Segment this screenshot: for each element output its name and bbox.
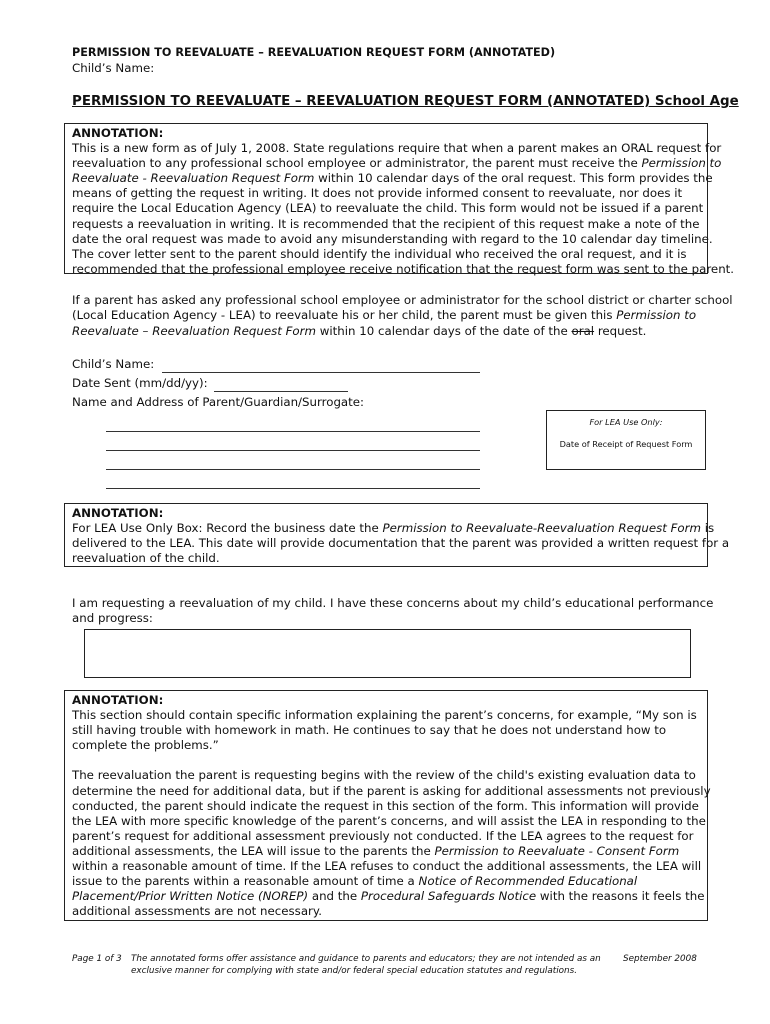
text-line: complete the problems.” [72,738,219,753]
text-line: The reevaluation the parent is requesting begins with the review of the child's existing evaluation data to [72,768,696,783]
date-sent-label: Date Sent (mm/dd/yy): [72,376,208,390]
header-childs-name-label: Child’s Name: [72,61,155,75]
text-line: requests a reevaluation in writing. It is recommended that the recipient of this request make a note of the [72,216,700,231]
text-line: (Local Education Agency - LEA) to reevaluate his or her child, the parent must be given this Permission to [72,308,697,323]
request-paragraph [72,596,712,627]
text-line: still having trouble with homework in math. He continues to say that he does not understand how to [72,723,667,738]
footer-date: September 2008 [623,954,697,964]
text-line: and progress: [72,611,153,626]
parent-address-line-3[interactable] [106,469,480,470]
lea-box-subtitle: Date of Receipt of Request Form [559,439,693,449]
text-line: delivered to the LEA. This date will provide documentation that the parent was provided a written request for a [72,536,730,551]
text-line: The cover letter sent to the parent should identify the individual who received the oral request, and it is [72,246,687,261]
text-line: I am requesting a reevaluation of my child. I have these concerns about my child’s educational performance [72,596,714,610]
text-line: recommended that the professional employee receive notification that the request form was sent to the parent. [72,261,735,276]
annotation-text [72,521,730,566]
footer-page-number: Page 1 of 3 [72,954,122,964]
footer-disclaimer-line-1: The annotated forms offer assistance and guidance to parents and educators; they are not intended as an [131,954,601,964]
annotation-box-2 [64,503,730,567]
childs-name-field[interactable] [162,372,480,373]
text-line: Placement/Prior Written Notice (NOREP) and the Procedural Safeguards Notice with the reasons it feels the [72,889,705,904]
text-line: This is a new form as of July 1, 2008. State regulations require that when a parent makes an ORAL request for [72,141,722,156]
annotation-label: ANNOTATION: [72,506,164,520]
request-text [72,596,712,627]
intro-text [72,293,733,339]
footer-disclaimer-line-2: exclusive manner for complying with state and/or federal special education statutes and regulations. [131,966,577,976]
text-line: conducted, the parent should indicate the request in this section of the form. This information will provide [72,798,699,813]
text-line: means of getting the request in writing. It does not provide informed consent to reevaluate, nor does it [72,186,683,201]
text-line [72,753,707,768]
text-line: date the oral request was made to avoid any misunderstanding with regard to the 10 calendar day timeline. [72,231,713,246]
text-line: within a reasonable amount of time. If the LEA refuses to conduct the additional assessments, the LEA will [72,859,702,874]
parent-address-label: Name and Address of Parent/Guardian/Surrogate: [72,395,365,409]
text-line: Reevaluate – Reevaluation Request Form within 10 calendar days of the date of the oral request. [72,323,647,338]
annotation-label: ANNOTATION: [72,693,164,707]
text-line: reevaluation of the child. [72,551,220,566]
parent-address-line-4[interactable] [106,488,480,489]
text-line: additional assessments, the LEA will issue to the parents the Permission to Reevaluate - Consent Form [72,843,680,858]
annotation-text [72,141,735,277]
text-line: require the Local Education Agency (LEA) to reevaluate the child. This form would not be issued if a parent [72,201,704,216]
parent-address-line-1[interactable] [106,431,480,432]
text-line: issue to the parents within a reasonable amount of time a Notice of Recommended Educational [72,874,638,889]
text-line: If a parent has asked any professional school employee or administrator for the school district or charter school [72,293,733,307]
parent-address-line-2[interactable] [106,450,480,451]
text-line: For LEA Use Only Box: Record the business date the Permission to Reevaluate-Reevaluation Request Form is [72,521,715,536]
page-title: PERMISSION TO REEVALUATE – REEVALUATION REQUEST FORM (ANNOTATED) School Age [72,94,739,109]
text-line: additional assessments are not necessary. [72,904,322,919]
text-line: the LEA with more specific knowledge of the parent’s concerns, and will assist the LEA in responding to the [72,813,706,828]
annotation-label: ANNOTATION: [72,126,164,140]
text-line: This section should contain specific information explaining the parent’s concerns, for example, “My son is [72,708,697,723]
date-sent-field[interactable] [214,391,348,392]
lea-box-title: For LEA Use Only: [589,417,663,427]
childs-name-label: Child’s Name: [72,357,155,371]
intro-paragraph [72,293,733,339]
text-line: parent’s request for additional assessment previously not conducted. If the LEA agrees to the request for [72,828,694,843]
lea-use-only-box[interactable] [546,410,706,470]
text-line: Reevaluate - Reevaluation Request Form within 10 calendar days of the oral request. This form provides the [72,171,713,186]
text-line: reevaluation to any professional school employee or administrator, the parent must receive the Permission to [72,156,722,171]
form-header-title: PERMISSION TO REEVALUATE – REEVALUATION REQUEST FORM (ANNOTATED) [72,46,556,59]
annotation-text [72,708,711,919]
annotation-box-1 [64,123,735,276]
annotation-box-3 [64,690,711,921]
concerns-input-box[interactable] [84,629,691,678]
text-line: determine the need for additional data, but if the parent is asking for additional assessments not previously [72,783,711,798]
